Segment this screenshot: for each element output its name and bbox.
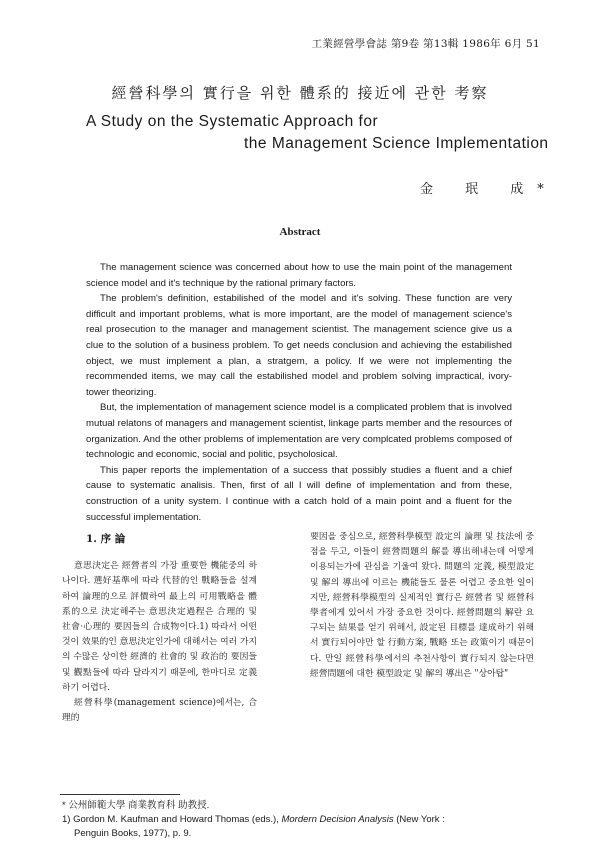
footnote-divider [60,794,180,795]
footnote-ref-title: Mordern Decision Analysis [281,814,394,825]
abstract-paragraph: The problem's definition, estabilished of the model and it's solving. These function are very difficult and important problems, what is more important, are the model of management science's real prosecution to the manager and management scientist. The management science give us a clue to the solution of a business problem. To get needs conclusion and achieving the estabilished object, we must implement a plan, a stratgem, a policy. If we were not implementing the recommended items, we may call the estabilished model and problem solving impractical, ivory-tower theorizing. [86,293,512,398]
abstract-heading: Abstract [279,226,321,238]
author-name: 金 珉 成* [420,182,558,197]
body-paragraph: 要因을 중심으로, 經營科學模型 設定의 論理 및 技法에 중점을 두고, 이들이 經營問題의 解를 導出해내는데 어떻게 이용되는가에 관심을 기울여 왔다. 問題의 定義, 模型設定 및 解의 導出에 이르는 機能들도 물론 어렵고 중요한 일이지만, 經營科學模型의 실제적인 實行은 經營者 및 經營科學者에게 있어서 가장 중요한 것이다. 經營問題의 解란 요구되는 結果를 얻기 위해서, 設定된 目標를 達成하기 위해서 實行되어야만 할 行動方案, 戰略 또는 政策이기 때문이다. 만일 經營科學에서의 추천사항이 實行되지 않는다면 經營問題에 대한 模型設定 및 解의 導出은 "상아탑" [310,532,534,679]
abstract-paragraph: The management science was concerned about how to use the main point of the management science model and it's technique by the rational primary factors. [86,262,512,289]
footnote-ref-suffix: (New York : [396,814,445,825]
footnote-affiliation: * 公州師範大學 商業教育科 助教授. [62,800,210,811]
title-english-line2: the Management Science Implementation [244,135,549,152]
footnotes [62,799,542,841]
abstract-paragraph: But, the implementation of management science model is a complicated problem that is involved mutual relatons of managers and management scientist, linkage parts member and the resources of organization. And the other problems of implementation are very complcated problems composed of technologic and economic, social and politic, psycholosical. [86,402,512,461]
journal-header: 工業經營學會誌 第9卷 第13輯 1986年 6月 51 [311,38,540,50]
abstract-body [86,260,512,525]
body-column-right [310,530,534,682]
title-korean: 經營科學의 實行을 위한 體系的 接近에 관한 考察 [111,84,489,102]
body-paragraph: 意思決定은 經營者의 가장 重要한 機能중의 하나이다. 選好基準에 따라 代替的인 戰略들을 설계하여 論理的으로 評價하여 最上의 可用戰略을 體系的으로 決定해주는 意思決定過程은 合理的 및 社會·心理的 要因들의 合成物이다.1) 따라서 어떤 것이 效果的인 意思決定인가에 대해서는 여러 가지의 수많은 상이한 經濟的 社會的 및 政治的 要因들 및 觀點들에 따라 달라지기 때문에, 한마디로 定義하기 어렵다. [62,561,257,693]
footnote-reference [62,813,542,827]
body-paragraph: 經營科學(management science)에서는, 合理的 [62,698,257,724]
body-column-left [62,530,257,726]
title-english-line1: A Study on the Systematic Approach for [86,113,379,130]
section-title-introduction: 1. 序 論 [86,533,126,545]
abstract-paragraph: This paper reports the implementation of a success that possibly studies a fluent and a chief cause to systematic analisis. Then, first of all I will define of implementation and from these, construction of a unity system. I continue with a catch hold of a main point and a fluent for the successful implementation. [86,464,512,523]
footnote-reference-continued: Penguin Books, 1977), p. 9. [74,828,192,839]
footnote-ref-prefix: 1) Gordon M. Kaufman and Howard Thomas (eds.), [62,814,279,825]
